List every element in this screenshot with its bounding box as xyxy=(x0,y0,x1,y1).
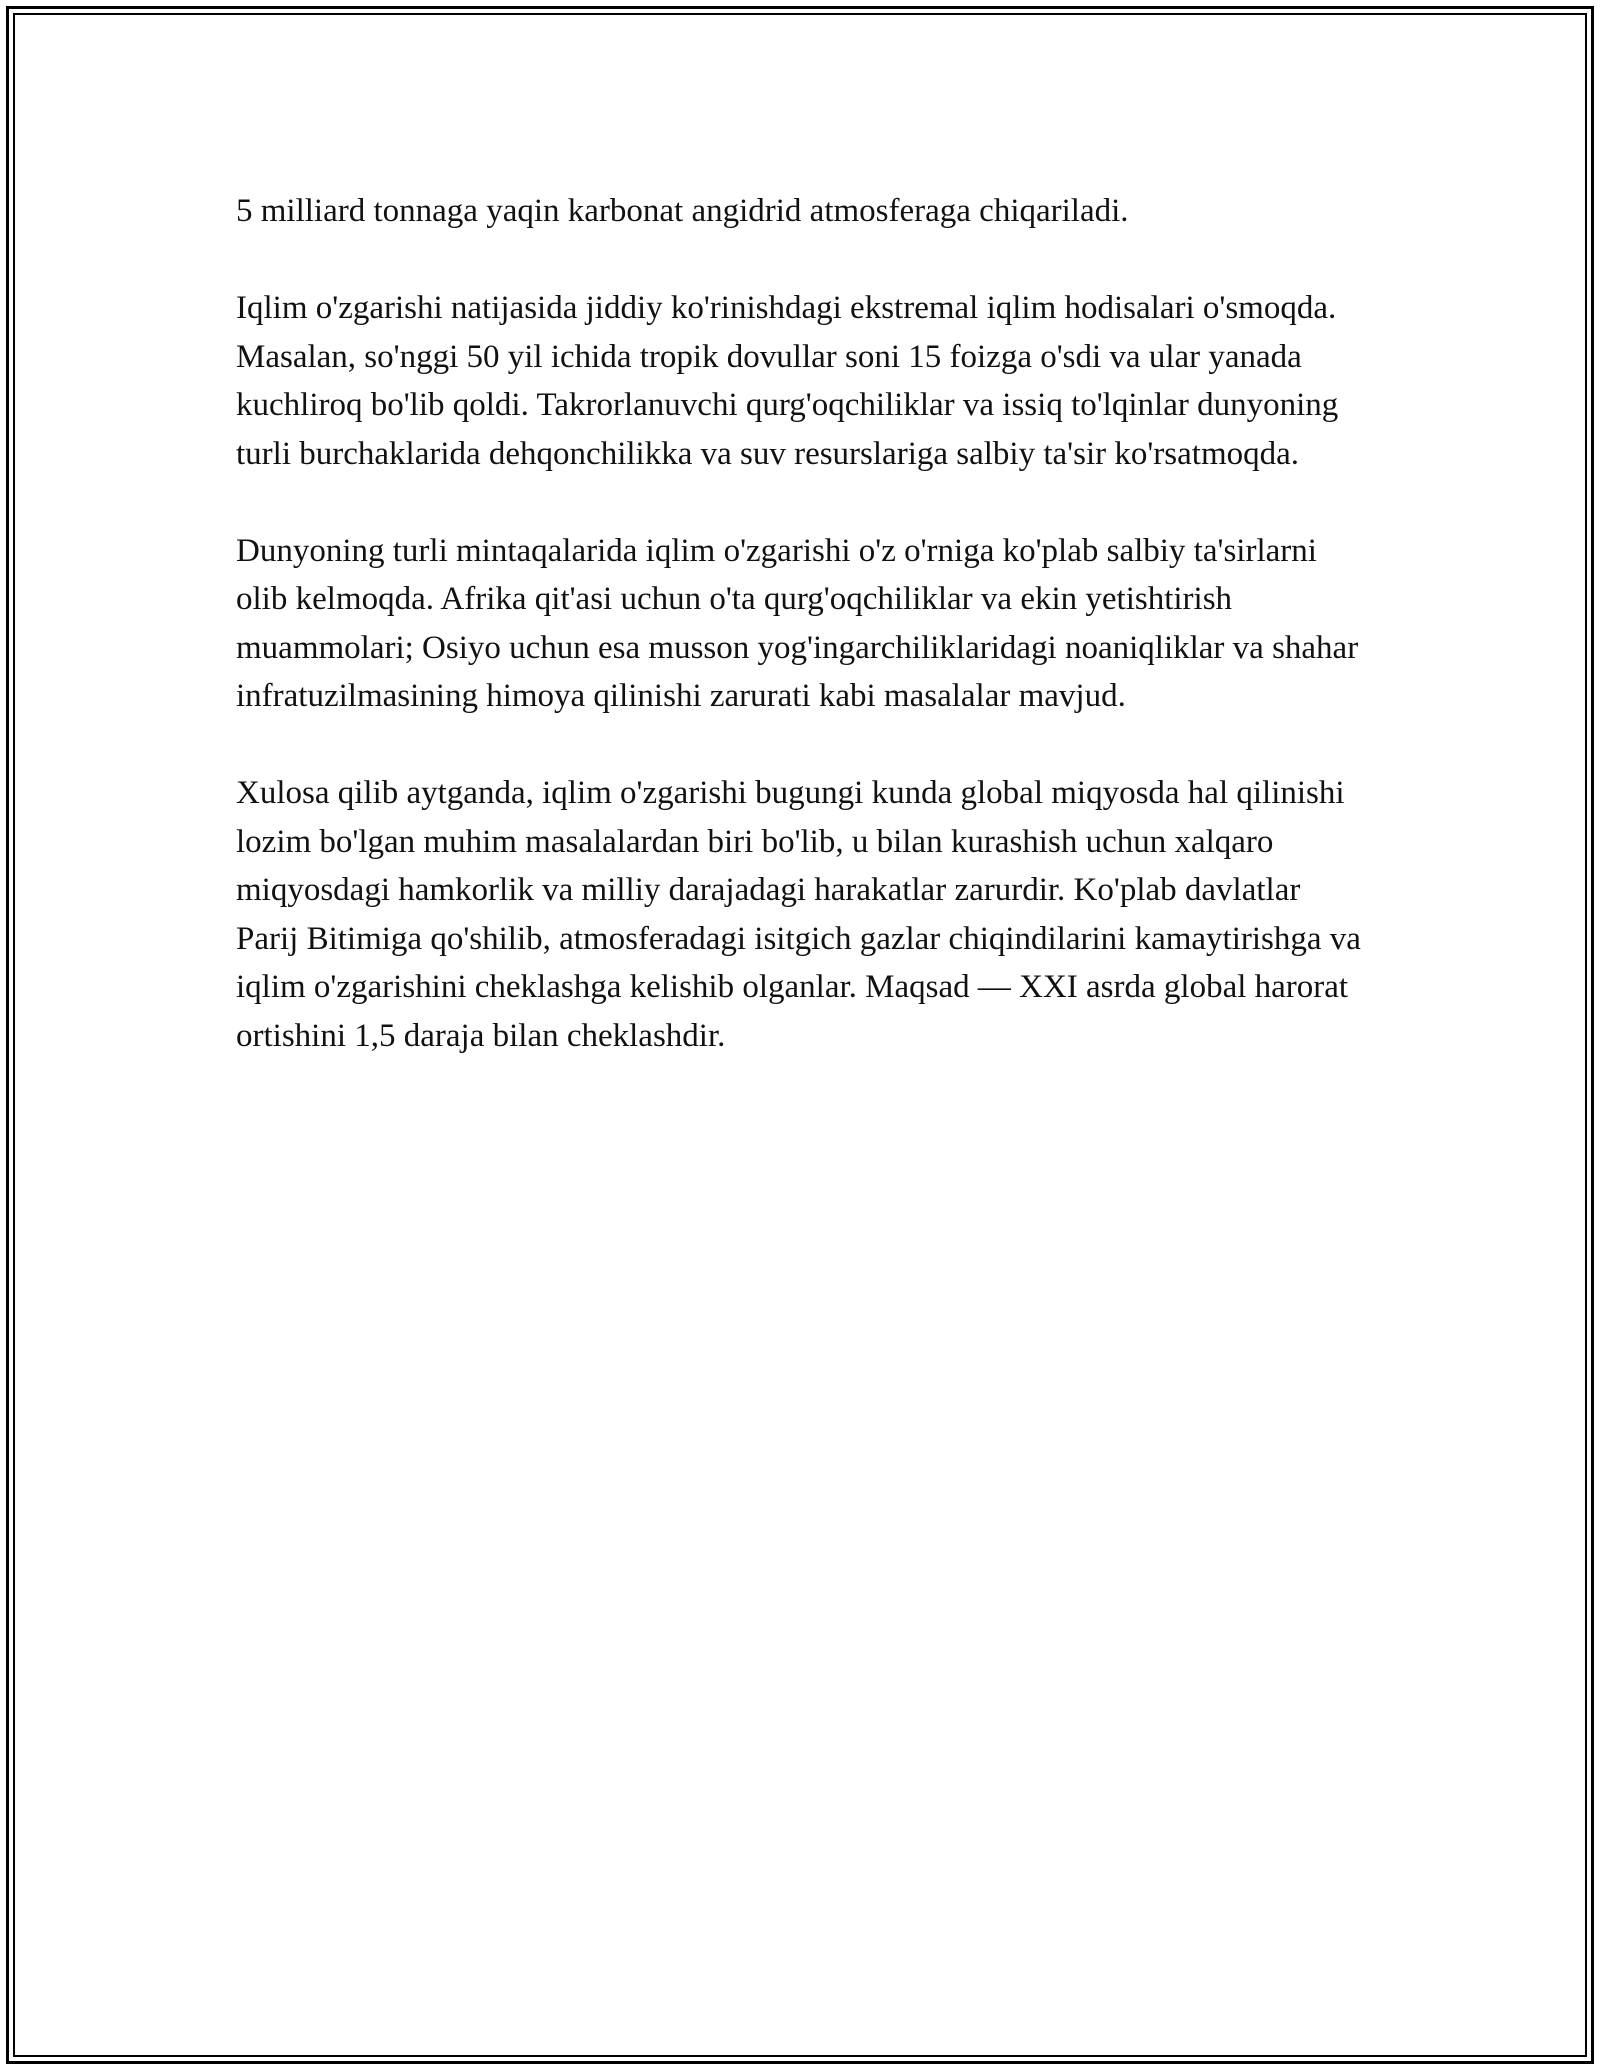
paragraph-2: Iqlim o'zgarishi natijasida jiddiy ko'rinishdagi ekstremal iqlim hodisalari o'smoqda. Masalan, so'nggi 50 yil ichida tropik dovullar soni 15 foizga o'sdi va ular yanada kuchliroq bo'lib qoldi. Takrorlanuvchi qurg'oqchiliklar va issiq to'lqinlar dunyoning turli burchaklarida dehqonchilikka va suv resurslariga salbiy ta'sir ko'rsatmoqda. xyxy=(236,290,1339,472)
paragraph-4: Xulosa qilib aytganda, iqlim o'zgarishi bugungi kunda global miqyosda hal qilinishi lozim bo'lgan muhim masalalardan biri bo'lib, u bilan kurashish uchun xalqaro miqyosdagi hamkorlik va milliy darajadagi harakatlar zarurdir. Ko'plab davlatlar Parij Bitimiga qo'shilib, atmosferadagi isitgich gazlar chiqindilarini kamaytirishga va iqlim o'zgarishini cheklashga kelishib olganlar. Maqsad — XXI asrda global harorat ortishini 1,5 daraja bilan cheklashdir. xyxy=(236,775,1361,1054)
paragraph-1: 5 milliard tonnaga yaqin karbonat angidrid atmosferaga chiqariladi. xyxy=(236,193,1129,229)
paragraph-3: Dunyoning turli mintaqalarida iqlim o'zgarishi o'z o'rniga ko'plab salbiy ta'sirlarni olib kelmoqda. Afrika qit'asi uchun o'ta qurg'oqchiliklar va ekin yetishtirish muammolari; Osiyo uchun esa musson yog'ingarchiliklaridagi noaniqliklar va shahar infratuzilmasining himoya qilinishi zarurati kabi masalalar mavjud. xyxy=(236,532,1359,714)
document-body xyxy=(236,187,1366,1109)
